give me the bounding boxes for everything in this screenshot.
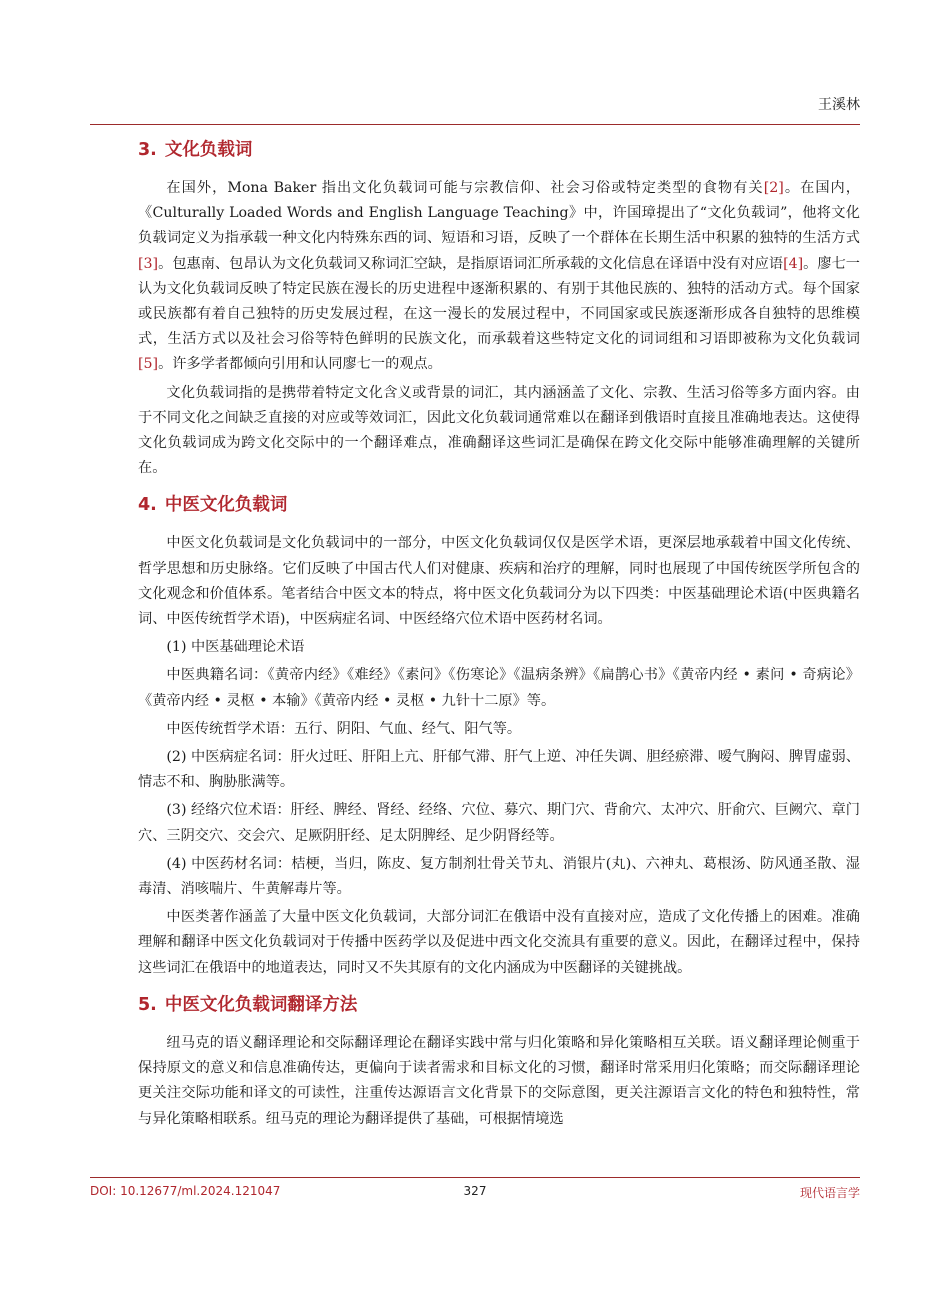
article-body: [138, 136, 860, 1135]
paragraph: 文化负载词指的是携带着特定文化含义或背景的词汇，其内涵涵盖了文化、宗教、生活习俗等多方面内容。由于不同文化之间缺乏直接的对应或等效词汇，因此文化负载词通常难以在翻译到俄语时直接且准确地表达。这使得文化负载词成为跨文化交际中的一个翻译难点，准确翻译这些词汇是确保在跨文化交际中能够准确理解的关键所在。: [138, 384, 860, 477]
section-title: 文化负载词: [164, 140, 253, 160]
paragraph: 在国外，Mona Baker 指出文化负载词可能与宗教信仰、社会习俗或特定类型的食物有关[2]。在国内，《Culturally Loaded Words and English Language Teaching》中，许国璋提出了“文化负载词”，他将文化负载词定义为指承载一种文化内特殊东西的词、短语和习语，反映了一个群体在长期生活中积累的独特的生活方式[3]。包惠南、包昂认为文化负载词又称词汇空缺，是指原语词汇所承载的文化信息在译语中没有对应语[4]。廖七一认为文化负载词反映了特定民族在漫长的历史进程中逐渐积累的、有别于其他民族的、独特的活动方式。每个国家或民族都有着自己独特的历史发展过程，在这一漫长的发展过程中，不同国家或民族逐渐形成各自独特的思维模式，生活方式以及社会习俗等特色鲜明的民族文化，而承载着这些特定文化的词词组和习语即被称为文化负载词[5]。许多学者都倾向引用和认同廖七一的观点。: [138, 180, 860, 373]
section-heading-4: [138, 491, 860, 519]
paragraph: 纽马克的语义翻译理论和交际翻译理论在翻译实践中常与归化策略和异化策略相互关联。语义翻译理论侧重于保持原文的意义和信息准确传达，更偏向于读者需求和目标文化的习惯，翻译时常采用归化策略；而交际翻译理论更关注交际功能和译文的可读性，注重传达源语言文化背景下的交际意图，更关注源语言文化的特色和独特性，常与异化策略相联系。纽马克的理论为翻译提供了基础，可根据情境选: [138, 1034, 860, 1127]
section-title: 中医文化负载词: [164, 495, 288, 516]
header-rule: [90, 124, 860, 125]
citation-link[interactable]: [4]: [783, 255, 804, 272]
section-title: 中医文化负载词翻译方法: [164, 994, 358, 1015]
doi-link[interactable]: DOI: 10.12677/ml.2024.121047: [90, 1184, 281, 1198]
paragraph: 中医文化负载词是文化负载词中的一部分，中医文化负载词仅仅是医学术语，更深层地承载着中国文化传统、哲学思想和历史脉络。它们反映了中国古代人们对健康、疾病和治疗的理解，同时也展现了中国传统医学所包含的文化观念和价值体系。笔者结合中医文本的特点，将中医文化负载词分为以下四类：中医基础理论术语(中医典籍名词、中医传统哲学术语)，中医病症名词、中医经络穴位术语中医药材名词。: [138, 535, 860, 628]
citation-link[interactable]: [3]: [138, 255, 159, 272]
list-item: (4) 中医药材名词：桔梗，当归，陈皮、复方制剂壮骨关节丸、消银片(丸)、六神丸、葛根汤、防风通圣散、湿毒清、消咳喘片、牛黄解毒片等。: [138, 855, 860, 898]
paragraph: 中医传统哲学术语：五行、阴阳、气血、经气、阳气等。: [166, 720, 522, 737]
section-heading-5: [138, 991, 860, 1019]
list-item: (3) 经络穴位术语：肝经、脾经、肾经、经络、穴位、募穴、期门穴、背俞穴、太冲穴、肝俞穴、巨阙穴、章门穴、三阴交穴、交会穴、足厥阴肝经、足太阴脾经、足少阴肾经等。: [138, 802, 860, 844]
running-header-author: 王溪林: [818, 97, 860, 113]
page-footer: [90, 1184, 860, 1204]
page-number: 327: [463, 1184, 487, 1198]
paragraph: 中医典籍名词：《黄帝内经》《难经》《素问》《伤寒论》《温病条辨》《扁鹊心书》《黄帝内经 • 素问 • 奇病论》《黄帝内经 • 灵枢 • 本输》《黄帝内经 • 灵枢 • 九针十二原》等。: [138, 667, 860, 709]
paragraph: 中医类著作涵盖了大量中医文化负载词，大部分词汇在俄语中没有直接对应，造成了文化传播上的困难。准确理解和翻译中医文化负载词对于传播中医药学以及促进中西文化交流具有重要的意义。因此，在翻译过程中，保持这些词汇在俄语中的地道表达，同时又不失其原有的文化内涵成为中医翻译的关键挑战。: [138, 909, 860, 976]
citation-link[interactable]: [2]: [763, 180, 784, 196]
list-item: (1) 中医基础理论术语: [166, 639, 305, 656]
section-number: 3.: [138, 140, 157, 160]
list-item: (2) 中医病症名词：肝火过旺、肝阳上亢、肝郁气滞、肝气上逆、冲任失调、胆经瘀滞、嗳气胸闷、脾胃虚弱、情志不和、胸胁胀满等。: [138, 749, 860, 791]
footer-rule: [90, 1177, 860, 1178]
citation-link[interactable]: [5]: [138, 356, 159, 373]
journal-name[interactable]: 现代语言学: [799, 1186, 860, 1200]
section-heading-3: [138, 136, 860, 164]
section-number: 4.: [138, 495, 157, 516]
section-number: 5.: [138, 994, 157, 1015]
